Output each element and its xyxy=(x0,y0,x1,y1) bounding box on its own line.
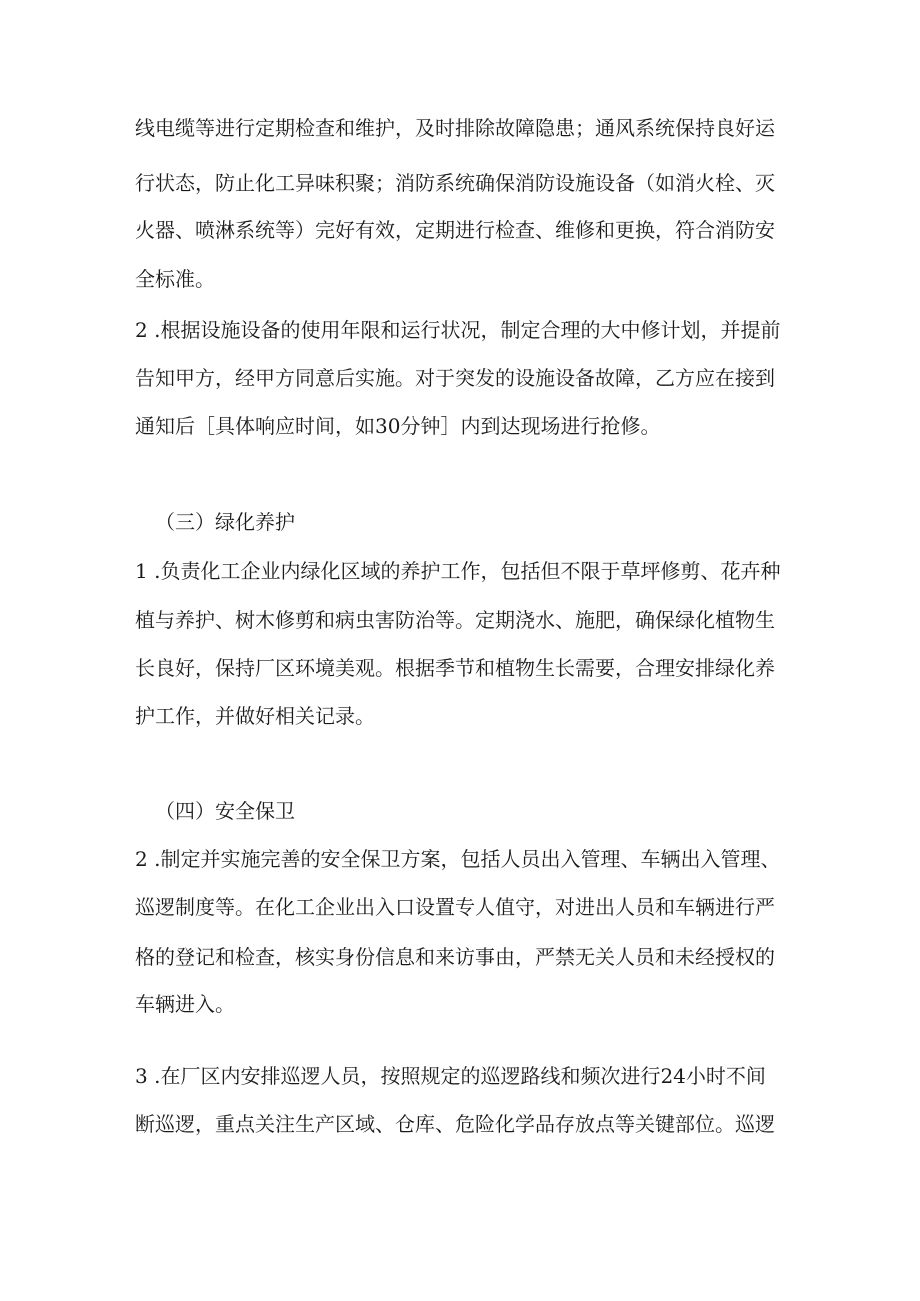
list-item: 2 .制定并实施完善的安全保卫方案，包括人员出入管理、车辆出入管理、 xyxy=(135,847,781,871)
text-line: 护工作，并做好相关记录。 xyxy=(135,704,375,728)
text-line: 植与养护、树木修剪和病虫害防治等。定期浇水、施肥，确保绿化植物生 xyxy=(135,608,775,632)
text-line: 断巡逻，重点关注生产区域、仓库、危险化学品存放点等关键部位。巡逻 xyxy=(135,1112,775,1136)
text-line: 告知甲方，经甲方同意后实施。对于突发的设施设备故障，乙方应在接到 xyxy=(135,366,775,390)
text-line: 线电缆等进行定期检查和维护，及时排除故障隐患；通风系统保持良好运 xyxy=(135,116,775,140)
text-line: 通知后［具体响应时间，如30分钟］内到达现场进行抢修。 xyxy=(135,414,661,438)
text-line: 长良好，保持厂区环境美观。根据季节和植物生长需要，合理安排绿化养 xyxy=(135,656,775,680)
text-line: 全标准。 xyxy=(135,267,215,291)
section-heading: （三）绿化养护 xyxy=(155,510,295,534)
text-line: 格的登记和检查，核实身份信息和来访事由，严禁无关人员和未经授权的 xyxy=(135,945,775,969)
list-item: 1 .负责化工企业内绿化区域的养护工作，包括但不限于草坪修剪、花卉种 xyxy=(135,559,781,583)
list-item: 3 .在厂区内安排巡逻人员，按照规定的巡逻路线和频次进行24小时不间 xyxy=(135,1064,766,1088)
text-line: 火器、喷淋系统等）完好有效，定期进行检查、维修和更换，符合消防安 xyxy=(135,218,775,242)
text-line: 巡逻制度等。在化工企业出入口设置专人值守，对进出人员和车辆进行严 xyxy=(135,895,775,919)
section-heading: （四）安全保卫 xyxy=(155,799,295,823)
text-line: 行状态，防止化工异味积聚；消防系统确保消防设施设备（如消火栓、灭 xyxy=(135,171,775,195)
list-item: 2 .根据设施设备的使用年限和运行状况，制定合理的大中修计划，并提前 xyxy=(135,318,781,342)
text-line: 车辆进入。 xyxy=(135,992,235,1016)
